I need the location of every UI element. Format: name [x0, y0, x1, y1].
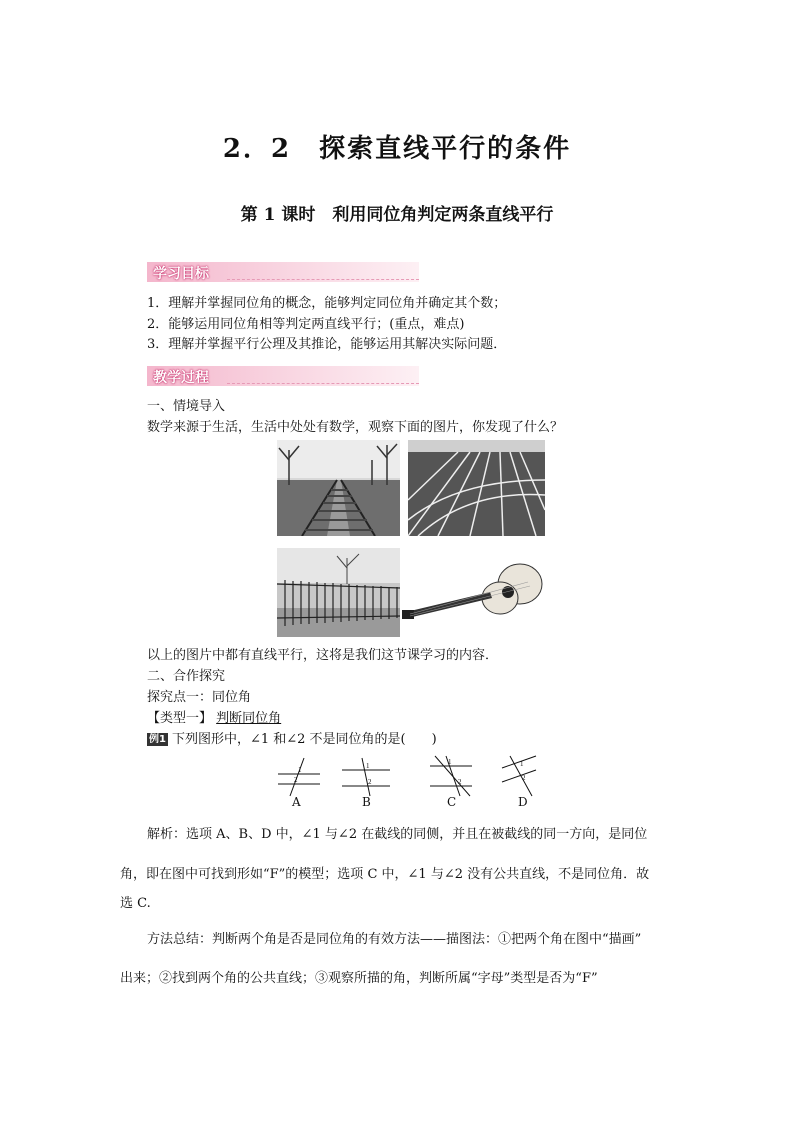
angle-figures — [270, 752, 540, 800]
process-label: 教学过程 — [153, 370, 209, 386]
type-title: 判断同位角 — [216, 711, 282, 726]
angle-label: 2 — [368, 778, 372, 786]
intro-heading: 一、情境导入 — [147, 399, 226, 414]
angle-label: 1 — [298, 766, 302, 774]
angle-label: 2 — [294, 776, 298, 784]
type-heading — [147, 710, 281, 728]
guitar-photo — [402, 560, 545, 620]
inquiry-point: 探究点一：同位角 — [147, 690, 252, 705]
running-track-photo — [408, 440, 545, 536]
method-line: 出来；②找到两个角的公共直线；③观察所描的角，判断所属“字母”类型是否为“F” — [120, 971, 598, 986]
angle-label: 1 — [448, 758, 452, 766]
figure-label-d: D — [518, 795, 528, 809]
example-text: 下列图形中，∠1 和∠2 不是同位角的是( ) — [171, 732, 437, 747]
objective-item: 2．能够运用同位角相等判定两直线平行；(重点，难点) — [147, 317, 465, 332]
intro-question: 数学来源于生活，生活中处处有数学，观察下面的图片，你发现了什么？ — [147, 420, 564, 435]
type-label: 【类型一】 — [147, 711, 213, 726]
objectives-label: 学习目标 — [153, 266, 209, 282]
lesson-subtitle: 第 1 课时 利用同位角判定两条直线平行 — [240, 205, 554, 225]
analysis-line: 角，即在图中可找到形如“F”的模型；选项 C 中，∠1 与∠2 没有公共直线，不是同位角．故 — [120, 867, 650, 882]
inquiry-heading: 二、合作探究 — [147, 669, 226, 684]
example-tag: 例1 — [149, 734, 166, 745]
railway-photo — [277, 440, 400, 536]
fence-photo — [277, 548, 400, 637]
objective-item: 1．理解并掌握同位角的概念，能够判定同位角并确定其个数； — [147, 296, 507, 311]
figure-label-c: C — [447, 795, 457, 809]
method-line: 方法总结：判断两个角是否是同位角的有效方法——描图法：①把两个角在图中“描画” — [147, 932, 642, 947]
intro-conclusion: 以上的图片中都有直线平行，这将是我们这节课学习的内容． — [147, 648, 499, 663]
angle-label: 1 — [520, 760, 524, 768]
angle-label: 2 — [522, 774, 526, 782]
objective-item: 3．理解并掌握平行公理及其推论，能够运用其解决实际问题． — [147, 337, 507, 352]
angle-label: 1 — [366, 762, 370, 770]
figure-label-a: A — [292, 795, 301, 809]
objectives-banner — [147, 262, 419, 282]
process-banner — [147, 366, 419, 386]
figure-label-b: B — [362, 795, 371, 809]
example-line — [147, 731, 437, 749]
page-title: 2．2 探索直线平行的条件 — [222, 134, 572, 164]
angle-label: 2 — [458, 778, 462, 786]
analysis-line: 选 C. — [120, 896, 151, 911]
analysis-line: 解析：选项 A、B、D 中，∠1 与∠2 在截线的同侧，并且在被截线的同一方向，是同位 — [147, 827, 648, 842]
